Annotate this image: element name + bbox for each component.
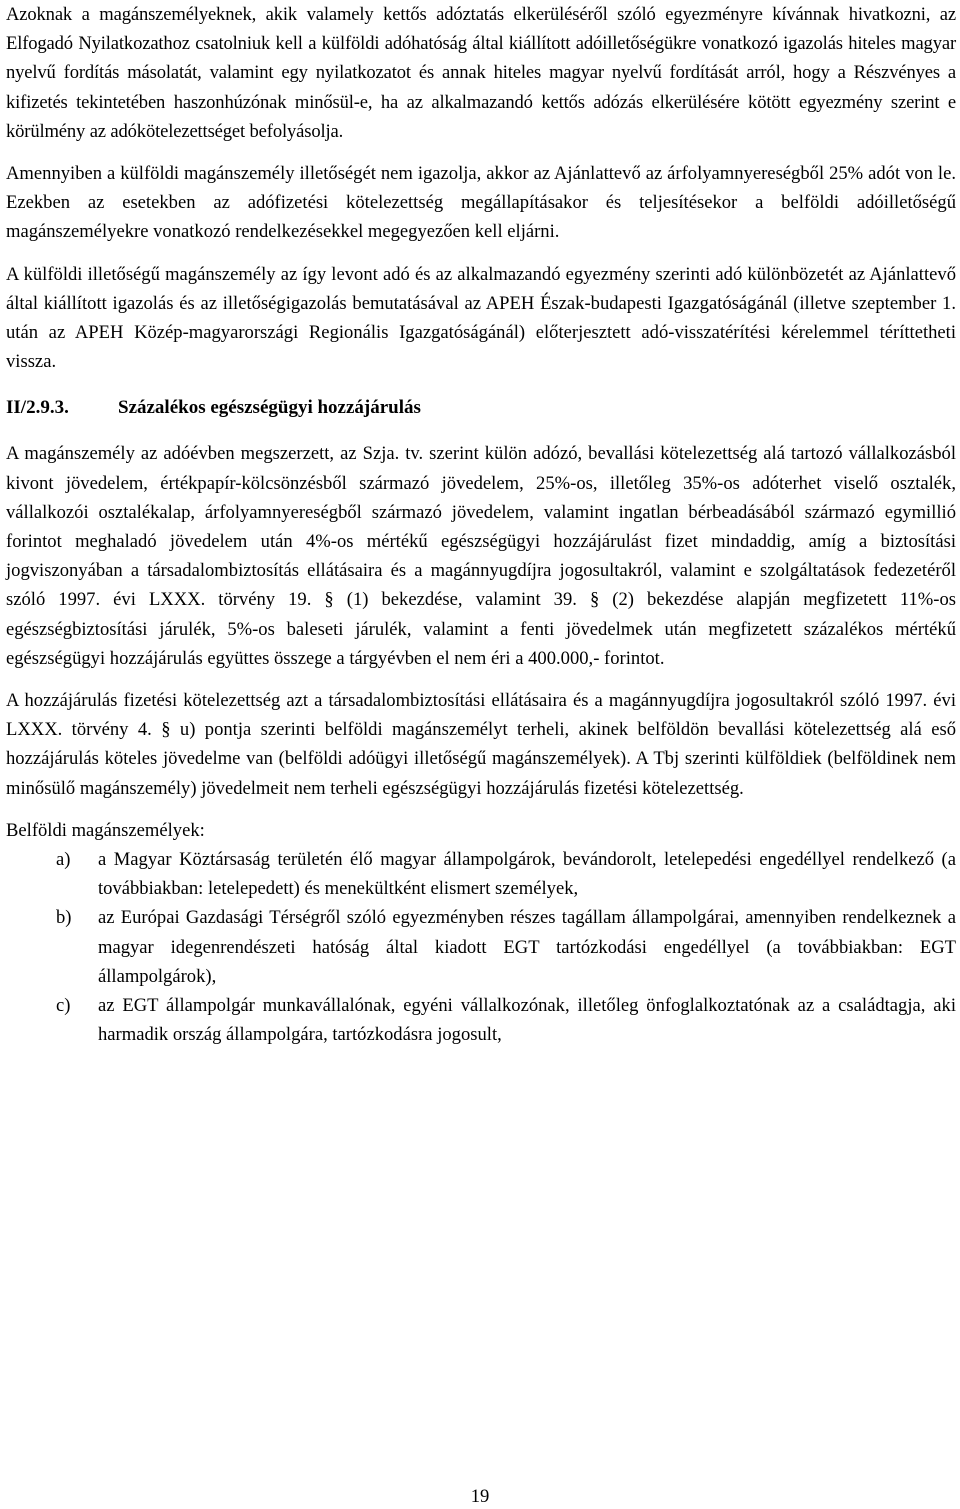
list-item-label: b) (56, 907, 72, 929)
list-item-text: az Európai Gazdasági Térségről szóló egyezményben részes tagállam állampolgárai, amennyiben rendelkeznek a magyar idegenrendészeti hatóság által kiadott EGT tartózkodási engedéllyel (a továbbiakban: EGT állampolgárok), (98, 907, 956, 987)
paragraph-domestic-individuals: Belföldi magánszemélyek: (6, 819, 205, 841)
paragraph-payment-obligation: A hozzájárulás fizetési kötelezettség azt a társadalombiztosítási ellátásaira és a magánnyugdíjra jogosultakról szóló 1997. évi LXXX. törvény 4. § u) pontja szerinti belföldi magánszemélyt terheli, akinek belföldön bevallási kötelezettség alá eső hozzájárulás köteles jövedelme van (belföldi adóügyi illetőségű magánszemélyek). A Tbj szerinti külföldiek (belföldinek nem minősülő magánszemély) jövedelmeit nem terheli egészségügyi hozzájárulás fizetési kötelezettség. (6, 690, 956, 799)
section-title: Százalékos egészségügyi hozzájárulás (118, 397, 421, 419)
page-number: 19 (470, 1486, 490, 1507)
paragraph-double-taxation: Azoknak a magánszemélyeknek, akik valamely kettős adóztatás elkerüléséről szóló egyezményre kívánnak hivatkozni, az Elfogadó Nyilatkozathoz csatolniuk kell a külföldi adóhatóság által kiállított adóilletőségükre vonatkozó igazolás hiteles magyar nyelvű fordítás másolatát, valamint egy nyilatkozatot és annak hiteles magyar nyelvű fordítását arról, hogy a Részvényes a kifizetés tekintetében haszonhúzónak minősül-e, ha az alkalmazandó kettős adózás elkerülésére kötött egyezmény szerint e körülmény az adókötelezettséget befolyásolja. (6, 4, 956, 142)
section-heading (6, 393, 956, 423)
list-item-label: c) (56, 995, 71, 1017)
list-item-text: az EGT állampolgár munkavállalónak, egyéni vállalkozónak, illetőleg önfoglalkoztatónak az a családtagja, aki harmadik ország állampolgára, tartózkodásra jogosult, (98, 995, 956, 1046)
paragraph-residency-not-proven: Amennyiben a külföldi magánszemély illetőségét nem igazolja, akkor az Ajánlattevő az árfolyamnyereségből 25% adót von le. Ezekben az esetekben az adófizetési kötelezettség megállapításakor és teljesítésekor a belföldi adóilletőségű magánszemélyekre vonatkozó rendelkezésekkel megegyezően kell eljárni. (6, 163, 956, 243)
list-item (6, 845, 956, 903)
list-item (6, 991, 956, 1049)
list-item (6, 903, 956, 991)
list-item-label: a) (56, 849, 71, 871)
domestic-individuals-list (6, 845, 956, 1049)
document-page (6, 0, 956, 1050)
section-number: II/2.9.3. (6, 397, 69, 419)
paragraph-health-contribution: A magánszemély az adóévben megszerzett, az Szja. tv. szerint külön adózó, bevallási kötelezettség alá tartozó vállalkozásból kivont jövedelem, értékpapír-kölcsönzésből származó jövedelem, 25%-os, illetőleg 35%-os adóterhet viselő osztalék, vállalkozói osztalékalap, árfolyamnyereségből származó jövedelem, valamint ingatlan bérbeadásából származó egymillió forintot meghaladó jövedelem után 4%-os mértékű egészségügyi hozzájárulást fizet mindaddig, amíg a biztosítási jogviszonyában a társadalombiztosítás ellátásaira és a magánnyugdíjra jogosultakról, valamint e szolgáltatások fedezetéről szóló 1997. évi LXXX. törvény 19. § (1) bekezdése, valamint 39. § (2) bekezdése alapján megfizetett 11%-os egészségbiztosítási járulék, 5%-os baleseti járulék, valamint a fenti jövedelmek után megfizetett százalékos mértékű egészségügyi hozzájárulás együttes összege a tárgyévben el nem éri a 400.000,- forintot. (6, 443, 956, 669)
paragraph-tax-refund: A külföldi illetőségű magánszemély az így levont adó és az alkalmazandó egyezmény szerinti adó különbözetét az Ajánlattevő által kiállított igazolás és az illetőségigazolás bemutatásával az APEH Észak-budapesti Igazgatóságánál (illetve szeptember 1. után az APEH Közép-magyarországi Regionális Igazgatóságánál) előterjesztett adó-visszatérítési kérelemmel téríttetheti vissza. (6, 263, 956, 373)
list-item-text: a Magyar Köztársaság területén élő magyar állampolgárok, bevándorolt, letelepedési engedéllyel rendelkező (a továbbiakban: letelepedett) és menekültként elismert személyek, (98, 849, 956, 900)
